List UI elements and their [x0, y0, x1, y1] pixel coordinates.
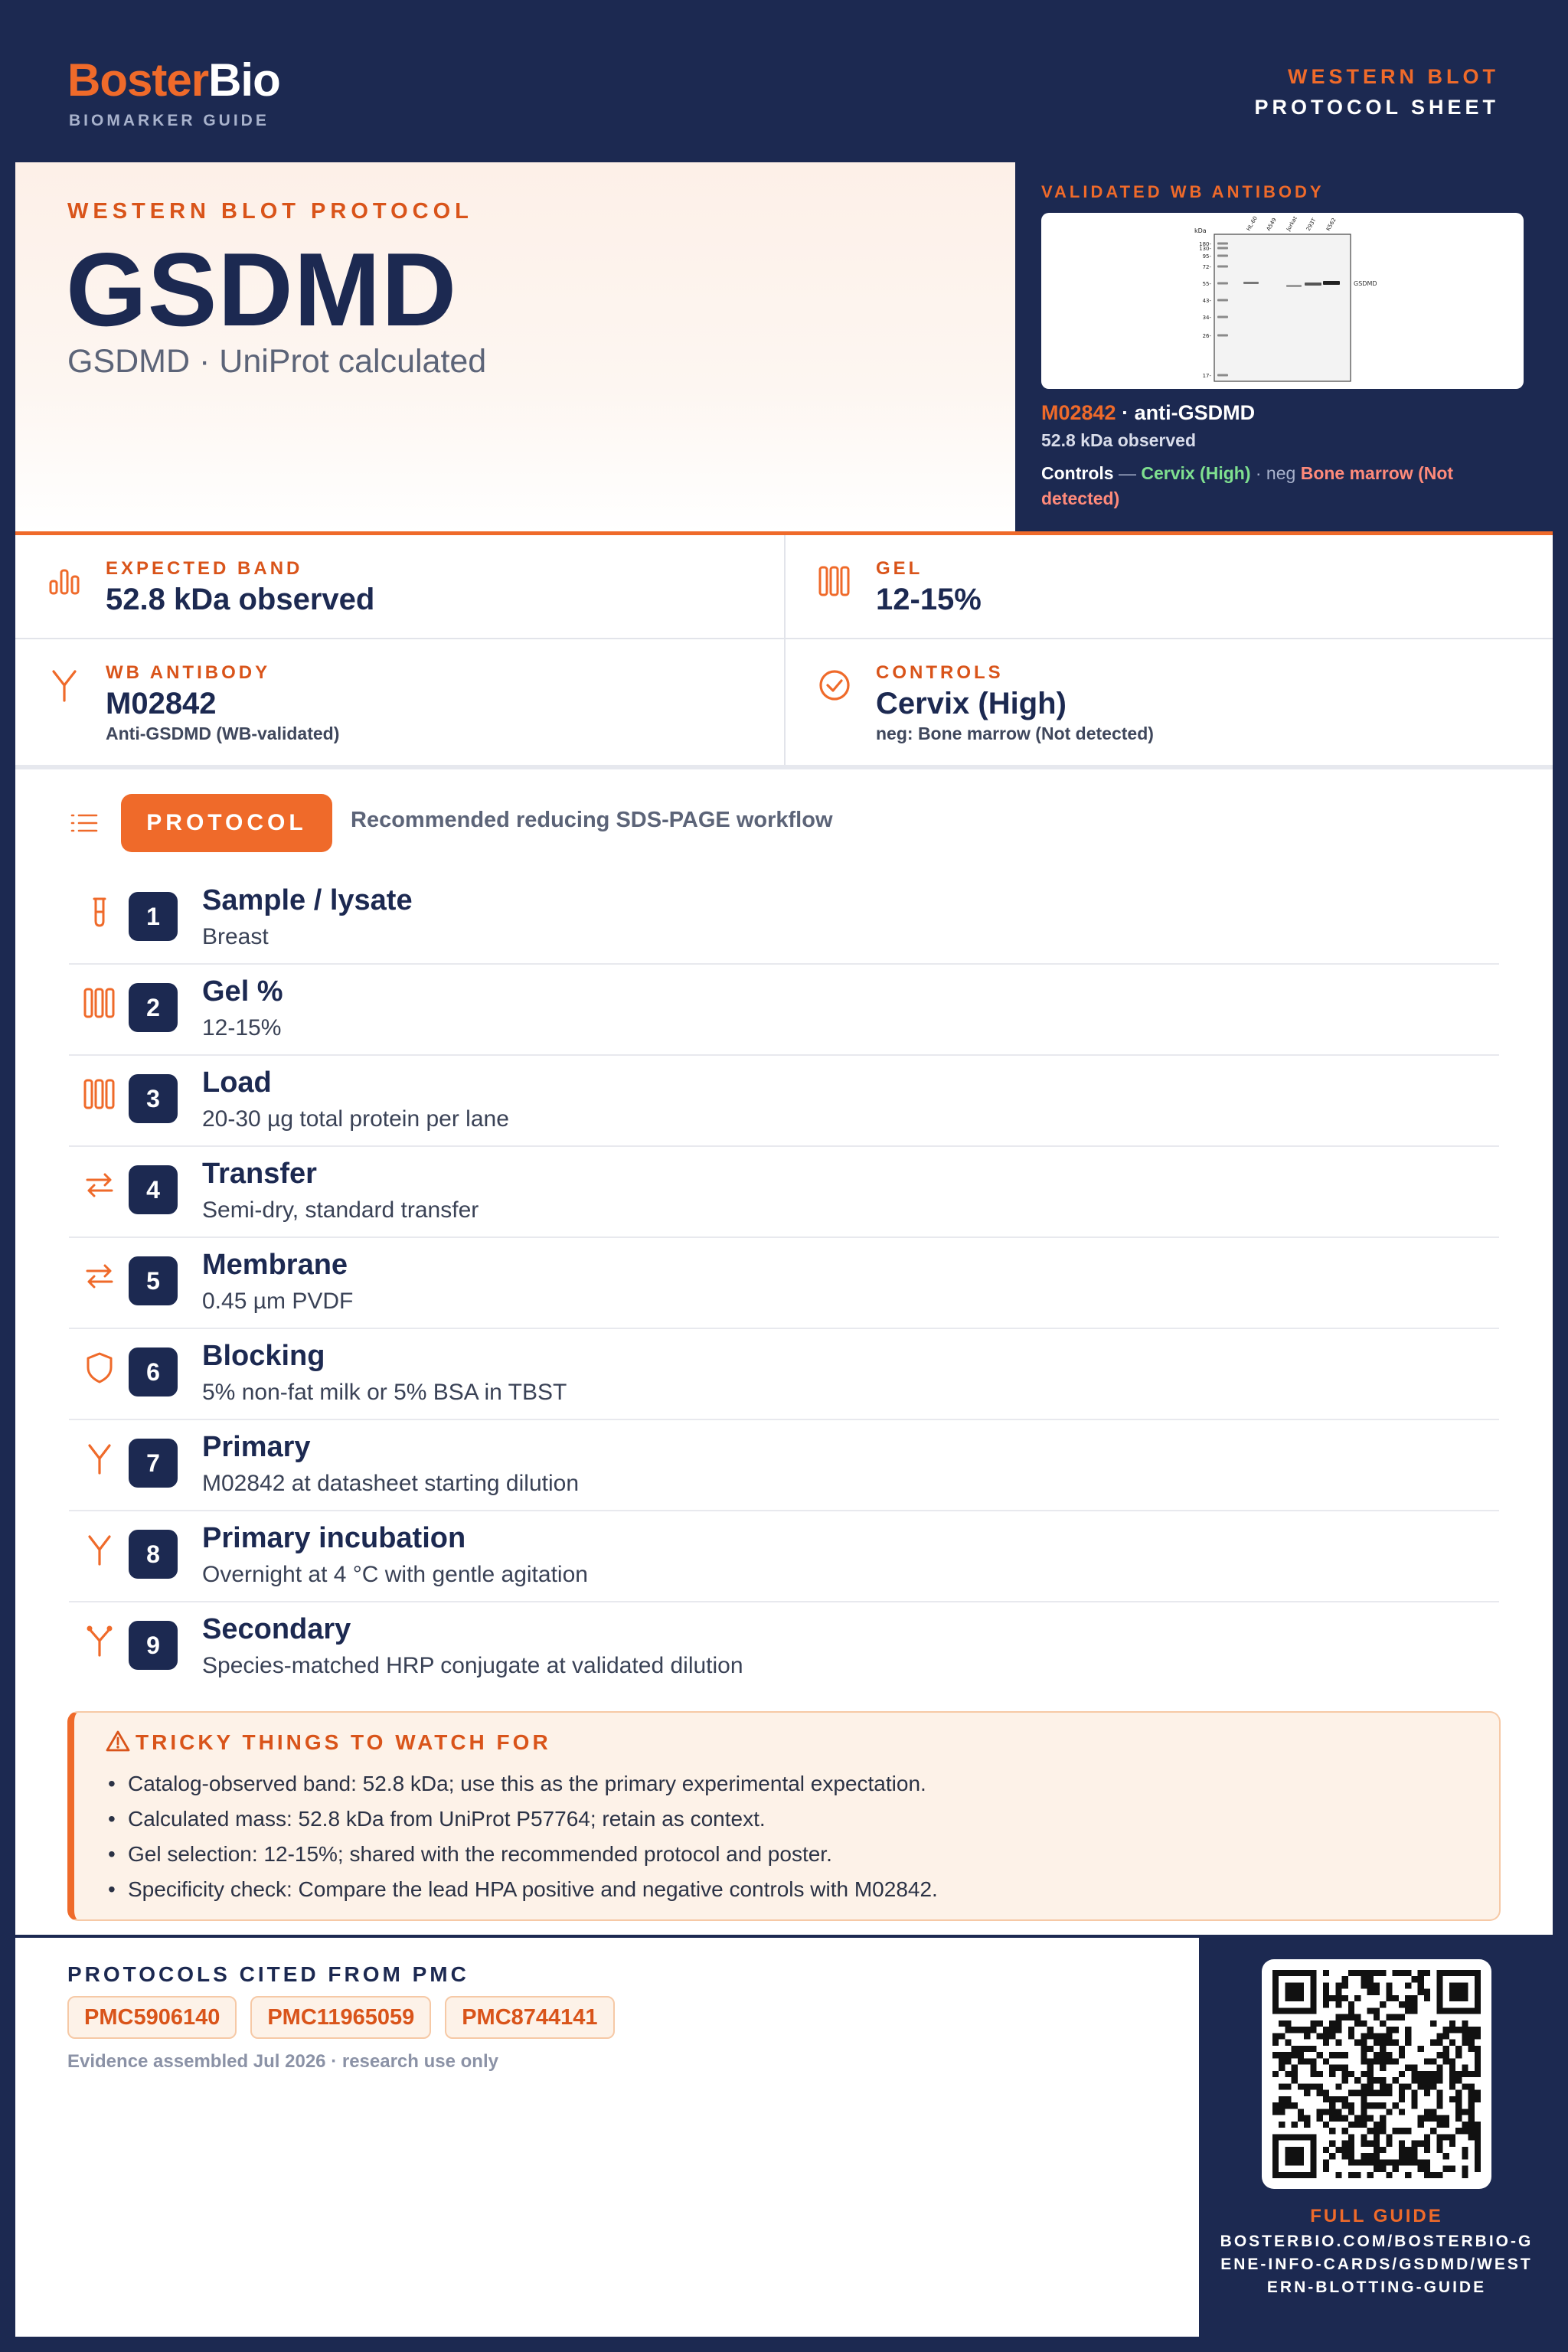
warning-icon	[105, 1730, 131, 1753]
blot-band-tag: GSDMD	[1354, 280, 1377, 287]
step-title: Blocking	[202, 1340, 325, 1372]
secondary-antibody-icon	[83, 1624, 116, 1658]
tricky-things-callout	[67, 1711, 1501, 1921]
wb-antibody-note: Anti-GSDMD (WB-validated)	[106, 724, 340, 743]
blot-marker-band	[1217, 335, 1228, 337]
step-title: Load	[202, 1067, 272, 1099]
blot-marker-label: 95-	[1202, 253, 1211, 260]
brand-logo-part1: Boster	[67, 54, 209, 106]
summary-wb-antibody	[15, 638, 784, 765]
evidence-note: Evidence assembled Jul 2026 · research use only	[67, 2051, 498, 2072]
blot-lane-label: Jurkat	[1285, 215, 1298, 232]
shield-icon	[83, 1351, 116, 1384]
pmc-citation-link[interactable]: PMC5906140	[67, 1996, 237, 2039]
protocol-step	[69, 1511, 1499, 1602]
step-number: 5	[129, 1256, 178, 1305]
gel-lanes-icon	[818, 564, 851, 598]
controls-label: CONTROLS	[876, 662, 1004, 683]
brand-logo[interactable]	[67, 54, 280, 106]
step-detail: Overnight at 4 °C with gentle agitation	[202, 1562, 588, 1587]
western-blot-image[interactable]	[1041, 213, 1524, 389]
negative-control-label: · neg	[1250, 463, 1301, 483]
controls-dash: —	[1113, 463, 1142, 483]
blot-marker-band	[1217, 316, 1228, 318]
wb-antibody-value[interactable]: M02842	[106, 687, 217, 720]
protocol-step	[69, 1147, 1499, 1238]
protocol-section	[15, 769, 1553, 1935]
citations-panel	[15, 1938, 1199, 2337]
step-title: Sample / lysate	[202, 884, 413, 916]
controls-label: Controls	[1041, 463, 1114, 483]
blot-marker-label: 43-	[1202, 298, 1211, 304]
blot-band	[1243, 282, 1259, 284]
step-number: 8	[129, 1530, 178, 1579]
blot-lane-label: A549	[1265, 217, 1278, 232]
blot-marker-label: 55-	[1202, 281, 1211, 287]
gel-lanes-icon	[83, 1077, 116, 1111]
blot-marker-band	[1217, 374, 1228, 377]
negative-control: Bone marrow (Not detected)	[1041, 463, 1454, 508]
validated-antibody-panel	[1015, 162, 1568, 533]
step-number: 3	[129, 1074, 178, 1123]
blot-band	[1323, 281, 1340, 285]
antibody-icon	[83, 1533, 116, 1566]
step-number: 4	[129, 1165, 178, 1214]
full-guide-url[interactable]: BOSTERBIO.COM/BOSTERBIO-GENE-INFO-CARDS/GSDMD/WESTERN-BLOTTING-GUIDE	[1220, 2233, 1534, 2296]
gel-label: GEL	[876, 558, 923, 579]
test-tube-icon	[83, 895, 116, 929]
step-detail: M02842 at datasheet starting dilution	[202, 1471, 579, 1496]
protocol-step	[69, 1329, 1499, 1420]
antibody-catalog-link[interactable]: M02842	[1041, 401, 1116, 424]
tricky-things-title-text: TRICKY THINGS TO WATCH FOR	[136, 1730, 551, 1754]
gene-subtitle: GSDMD · UniProt calculated	[67, 343, 487, 380]
tricky-item: • Catalog-observed band: 52.8 kDa; use this as the primary experimental expectation.	[105, 1766, 938, 1802]
blot-marker-band	[1217, 299, 1228, 302]
brand-logo-part2: Bio	[208, 54, 280, 106]
wb-antibody-label: WB ANTIBODY	[106, 662, 271, 683]
pmc-citation-link[interactable]: PMC8744141	[445, 1996, 614, 2039]
step-title: Primary incubation	[202, 1522, 466, 1554]
step-detail: Semi-dry, standard transfer	[202, 1197, 479, 1223]
blot-marker-band	[1217, 243, 1228, 245]
blot-marker-label: 130-	[1199, 246, 1211, 252]
protocol-step	[69, 874, 1499, 965]
blot-marker-label: 72-	[1202, 264, 1211, 270]
step-number: 6	[129, 1348, 178, 1396]
step-number: 9	[129, 1621, 178, 1670]
antibody-icon	[83, 1442, 116, 1475]
step-title: Secondary	[202, 1613, 351, 1645]
qr-code-image	[1272, 1970, 1481, 2178]
header-doc-type-line2: PROTOCOL SHEET	[1254, 96, 1499, 119]
blot-marker-label: 180-	[1199, 241, 1211, 247]
header-doc-type	[1254, 61, 1499, 122]
header-doc-type-line1: WESTERN BLOT	[1288, 65, 1499, 88]
blot-marker-label: 34-	[1202, 315, 1211, 321]
validated-antibody-kicker: VALIDATED WB ANTIBODY	[1041, 182, 1325, 201]
tricky-item: • Gel selection: 12-15%; shared with the recommended protocol and poster.	[105, 1837, 938, 1872]
tricky-item: • Specificity check: Compare the lead HPA positive and negative controls with M02842.	[105, 1872, 938, 1907]
transfer-arrows-icon	[83, 1259, 116, 1293]
protocol-step	[69, 1238, 1499, 1329]
western-blot-figure	[1041, 213, 1524, 389]
check-circle-icon	[818, 668, 851, 702]
blot-marker-band	[1217, 266, 1228, 268]
positive-control: Cervix (High)	[1141, 463, 1251, 483]
step-number: 2	[129, 983, 178, 1032]
protocol-subtitle: Recommended reducing SDS-PAGE workflow	[351, 808, 833, 832]
expected-band-value: 52.8 kDa observed	[106, 583, 375, 616]
tricky-things-title	[105, 1730, 551, 1755]
expected-band-label: EXPECTED BAND	[106, 558, 303, 579]
gene-title: GSDMD	[66, 231, 458, 348]
validated-antibody-name	[1041, 401, 1255, 425]
transfer-arrows-icon	[83, 1168, 116, 1202]
step-detail: 20-30 µg total protein per lane	[202, 1106, 509, 1132]
gel-value: 12-15%	[876, 583, 982, 616]
full-guide-label: FULL GUIDE	[1310, 2206, 1443, 2226]
list-icon	[69, 808, 100, 838]
step-title: Transfer	[202, 1158, 317, 1190]
hero-panel	[15, 162, 1015, 533]
step-number: 7	[129, 1439, 178, 1488]
antibody-target: · anti-GSDMD	[1116, 401, 1256, 424]
protocol-step	[69, 1056, 1499, 1147]
tricky-item: • Calculated mass: 52.8 kDa from UniProt P57764; retain as context.	[105, 1802, 938, 1837]
gel-lanes-icon	[83, 986, 116, 1020]
page-header	[0, 0, 1568, 162]
tricky-things-list	[105, 1766, 938, 1907]
brand-subtitle: BIOMARKER GUIDE	[69, 112, 270, 129]
pmc-citation-link[interactable]: PMC11965059	[250, 1996, 431, 2039]
step-title: Membrane	[202, 1249, 348, 1281]
blot-lane-label: 293T	[1305, 217, 1318, 232]
qr-code[interactable]	[1262, 1959, 1491, 2189]
step-detail: 5% non-fat milk or 5% BSA in TBST	[202, 1380, 567, 1405]
summary-expected-band	[15, 535, 784, 638]
blot-marker-band	[1217, 255, 1228, 257]
protocol-step	[69, 1602, 1499, 1694]
pmc-citation-list	[67, 1996, 615, 2039]
validated-antibody-observed: 52.8 kDa observed	[1041, 430, 1197, 450]
full-guide-panel	[1199, 1938, 1568, 2352]
blot-marker-band	[1217, 247, 1228, 250]
antibody-icon	[47, 668, 81, 702]
step-detail: Breast	[202, 924, 269, 949]
step-detail: Species-matched HRP conjugate at validated dilution	[202, 1653, 743, 1678]
step-title: Gel %	[202, 975, 283, 1008]
protocol-pill: PROTOCOL	[121, 794, 332, 852]
controls-note: neg: Bone marrow (Not detected)	[876, 724, 1154, 743]
step-detail: 12-15%	[202, 1015, 282, 1040]
blot-membrane	[1214, 234, 1351, 381]
summary-gel	[784, 535, 1553, 638]
bar-chart-icon	[47, 564, 81, 598]
protocol-step	[69, 965, 1499, 1056]
blot-lane-label: K562	[1325, 217, 1338, 232]
summary-grid	[15, 535, 1553, 766]
blot-mw-unit: kDa	[1194, 227, 1207, 234]
step-detail: 0.45 µm PVDF	[202, 1289, 354, 1314]
protocol-step	[69, 1420, 1499, 1511]
blot-marker-label: 17-	[1202, 373, 1211, 379]
step-title: Primary	[202, 1431, 311, 1463]
blot-band	[1286, 285, 1302, 287]
hero-kicker: WESTERN BLOT PROTOCOL	[67, 199, 473, 224]
blot-marker-band	[1217, 283, 1228, 285]
blot-lane-label: HL-60	[1245, 215, 1259, 232]
citations-title: PROTOCOLS CITED FROM PMC	[67, 1962, 469, 1986]
validated-antibody-controls	[1041, 461, 1531, 511]
step-number: 1	[129, 892, 178, 941]
controls-value: Cervix (High)	[876, 687, 1067, 720]
summary-controls	[784, 638, 1553, 765]
blot-lane-labels	[1246, 215, 1338, 233]
blot-marker-label: 26-	[1202, 333, 1211, 339]
blot-band	[1305, 283, 1321, 286]
